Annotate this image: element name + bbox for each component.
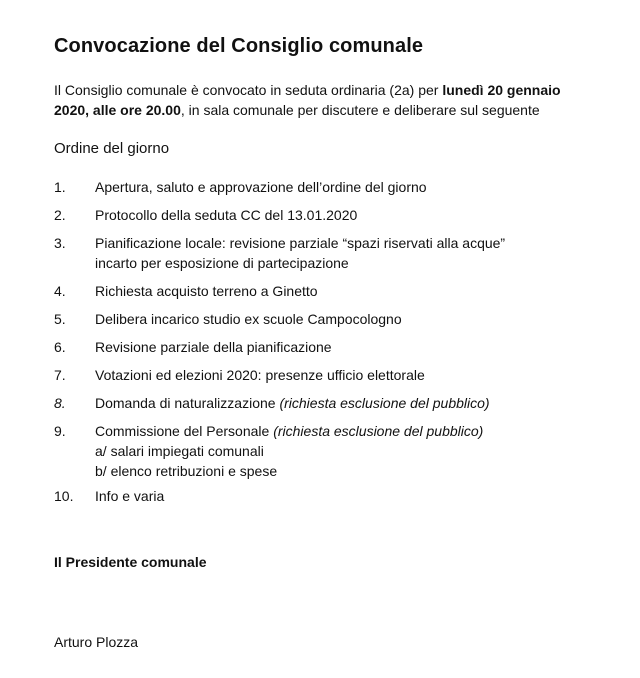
agenda-item-text: Delibera incarico studio ex scuole Campocologno xyxy=(95,311,402,327)
agenda-item-subline: a/ salari impiegati comunali xyxy=(95,443,264,459)
signature-name: Arturo Plozza xyxy=(54,634,139,650)
agenda-item-subline: incarto per esposizione di partecipazione xyxy=(95,255,349,271)
intro-date-bold: lunedì 20 gennaio 2020, alle ore 20.00 xyxy=(54,82,561,118)
agenda-item-number: 5. xyxy=(54,311,66,327)
agenda-item-text: Domanda di naturalizzazione xyxy=(95,395,280,411)
agenda-item-text: Protocollo della seduta CC del 13.01.2020 xyxy=(95,207,358,223)
agenda-item-number: 3. xyxy=(54,235,66,251)
agenda-item-text: Info e varia xyxy=(95,488,165,504)
agenda-item-number: 9. xyxy=(54,423,66,439)
agenda-item-number: 2. xyxy=(54,207,66,223)
agenda-item-text: Pianificazione locale: revisione parziale “spazi riservati alla acque” xyxy=(95,235,506,251)
agenda-item-line xyxy=(95,421,595,441)
agenda-item-number: 1. xyxy=(54,179,66,195)
agenda-item-body xyxy=(95,393,595,413)
agenda-item-body xyxy=(95,233,595,273)
agenda-item-note: (richiesta esclusione del pubblico) xyxy=(279,395,490,411)
document-title: Convocazione del Consiglio comunale xyxy=(54,35,424,57)
agenda-item-number: 6. xyxy=(54,339,66,355)
agenda-item-number: 8. xyxy=(54,395,66,411)
agenda-item-text: Votazioni ed elezioni 2020: presenze ufficio elettorale xyxy=(95,367,425,383)
agenda-item-number: 7. xyxy=(54,367,66,383)
agenda-item-text: Richiesta acquisto terreno a Ginetto xyxy=(95,283,318,299)
signature-title: Il Presidente comunale xyxy=(54,554,207,570)
agenda-item-text: Apertura, saluto e approvazione dell’ordine del giorno xyxy=(95,179,427,195)
agenda-item-number: 10. xyxy=(54,488,74,504)
agenda-item-text: Revisione parziale della pianificazione xyxy=(95,339,332,355)
agenda-item-text: Commissione del Personale xyxy=(95,423,274,439)
intro-text-before: Il Consiglio comunale è convocato in seduta ordinaria (2a) per xyxy=(54,82,443,98)
intro-text-after: , in sala comunale per discutere e deliberare sul seguente xyxy=(180,102,540,118)
agenda-item-note: (richiesta esclusione del pubblico) xyxy=(273,423,484,439)
agenda-item-subline: b/ elenco retribuzioni e spese xyxy=(95,463,278,479)
agenda-item-number: 4. xyxy=(54,283,66,299)
agenda-item-body xyxy=(95,421,595,481)
intro-paragraph xyxy=(54,80,594,120)
agenda-heading: Ordine del giorno xyxy=(54,140,170,157)
